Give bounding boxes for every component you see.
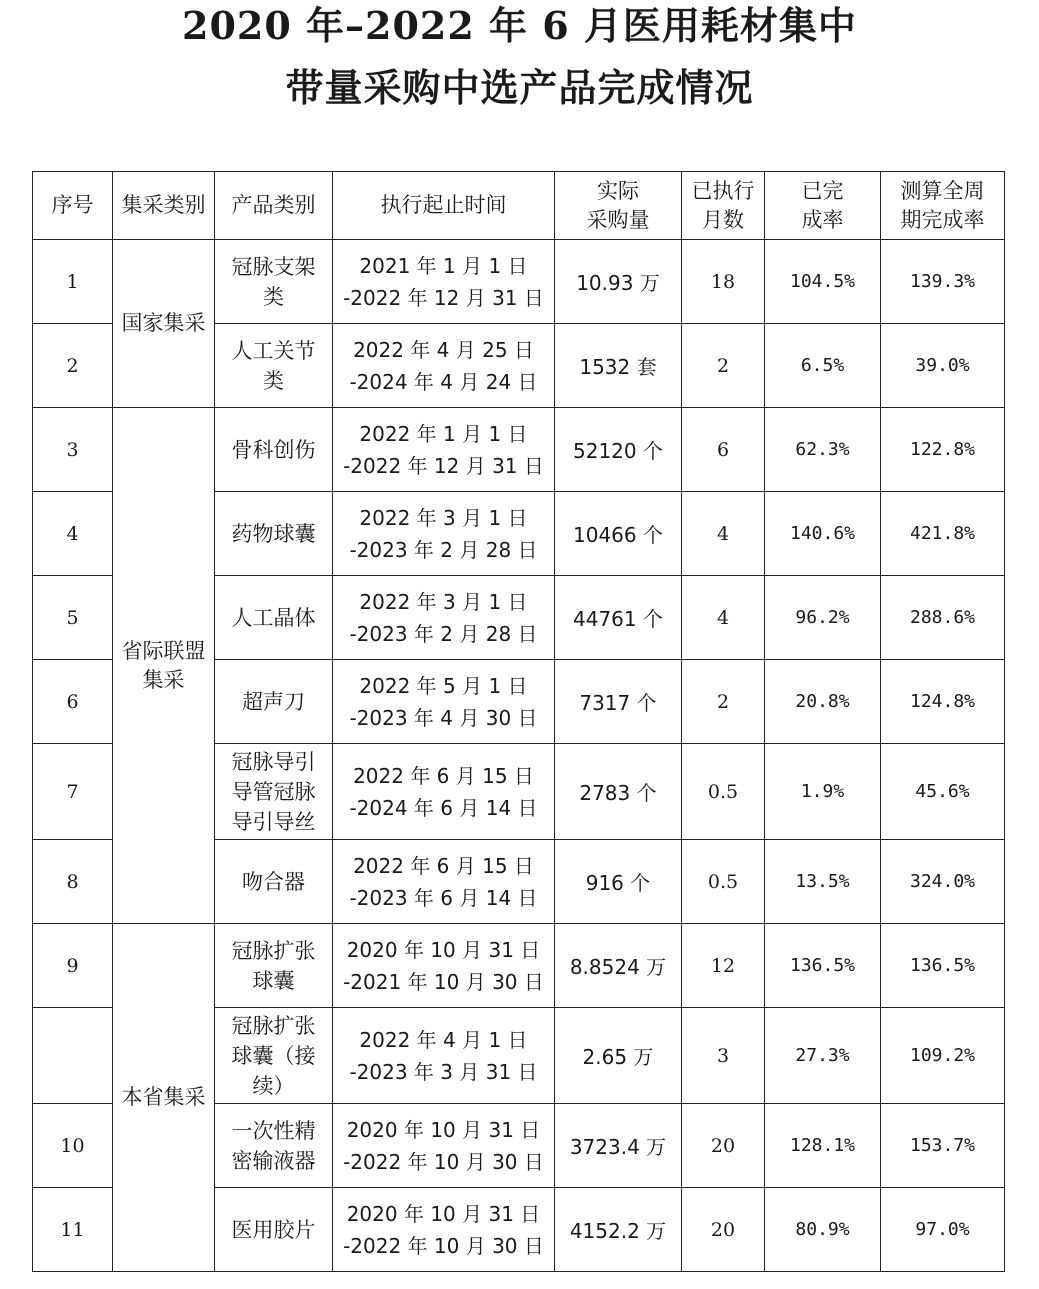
row-cycle: 288.6% [881,576,1005,660]
row-cycle: 97.0% [881,1188,1005,1272]
row-months: 0.5 [682,744,765,840]
row-category: 本省集采 [113,924,215,1272]
row-rate: 27.3% [765,1008,881,1104]
row-months: 0.5 [682,840,765,924]
row-period [333,324,555,408]
row-rate: 13.5% [765,840,881,924]
row-period [333,492,555,576]
row-qty: 1532 套 [555,324,682,408]
row-months: 18 [682,240,765,324]
document-title-line-2: 带量采购中选产品完成情况 [285,65,754,110]
period-end: -2023 年 2 月 28 日 [349,537,538,562]
header-rate-line-1: 已完 [801,178,844,203]
product-line: 药物球囊 [231,521,316,546]
row-months: 6 [682,408,765,492]
row-seq: 6 [33,660,113,744]
row-cycle: 136.5% [881,924,1005,1008]
row-qty: 2783 个 [555,744,682,840]
period-end: -2022 年 10 月 30 日 [343,1233,544,1258]
row-qty: 10466 个 [555,492,682,576]
product-line: 一次性精 [231,1118,316,1143]
header-cycle-line-2: 期完成率 [900,207,985,232]
header-cycle [881,172,1005,240]
row-period [333,576,555,660]
product-line: 续） [252,1073,295,1098]
header-qty [555,172,682,240]
product-line: 冠脉扩张 [231,1013,316,1038]
row-months: 4 [682,576,765,660]
row-product [215,744,333,840]
period-end: -2022 年 12 月 31 日 [343,285,544,310]
product-line: 类 [263,284,284,309]
product-line: 球囊 [252,968,295,993]
row-product [215,840,333,924]
row-seq [33,1008,113,1104]
product-line: 冠脉导引 [231,749,316,774]
row-rate: 136.5% [765,924,881,1008]
period-start: 2022 年 1 月 1 日 [359,421,528,446]
header-months [682,172,765,240]
row-rate: 80.9% [765,1188,881,1272]
row-months: 3 [682,1008,765,1104]
header-qty-line-2: 采购量 [586,207,650,232]
row-period [333,1008,555,1104]
row-cycle: 109.2% [881,1008,1005,1104]
row-product [215,492,333,576]
row-rate: 1.9% [765,744,881,840]
document-title-line-1: 2020 年–2022 年 6 月医用耗材集中 [182,3,857,48]
product-line: 球囊（接 [231,1043,316,1068]
row-qty: 44761 个 [555,576,682,660]
header-qty-line-1: 实际 [597,178,639,203]
period-start: 2022 年 4 月 25 日 [353,337,534,362]
row-seq: 8 [33,840,113,924]
period-start: 2020 年 10 月 31 日 [346,937,541,962]
period-end: -2022 年 10 月 30 日 [343,1149,544,1174]
row-qty: 4152.2 万 [555,1188,682,1272]
row-qty: 916 个 [555,840,682,924]
period-start: 2022 年 5 月 1 日 [359,673,528,698]
product-line: 骨科创伤 [231,437,316,462]
row-months: 20 [682,1188,765,1272]
row-product [215,1008,333,1104]
row-cycle: 39.0% [881,324,1005,408]
period-start: 2021 年 1 月 1 日 [359,253,528,278]
row-seq: 10 [33,1104,113,1188]
period-end: -2022 年 12 月 31 日 [343,453,544,478]
row-seq: 1 [33,240,113,324]
row-seq: 4 [33,492,113,576]
category-line: 省际联盟 [121,638,206,663]
product-line: 人工晶体 [231,605,316,630]
product-line: 吻合器 [242,869,305,894]
period-start: 2020 年 10 月 31 日 [346,1201,541,1226]
row-months: 2 [682,324,765,408]
period-start: 2022 年 4 月 1 日 [359,1027,528,1052]
row-cycle: 45.6% [881,744,1005,840]
row-seq: 11 [33,1188,113,1272]
row-rate: 140.6% [765,492,881,576]
row-months: 20 [682,1104,765,1188]
row-cycle: 324.0% [881,840,1005,924]
row-qty: 3723.4 万 [555,1104,682,1188]
row-product [215,660,333,744]
period-end: -2023 年 3 月 31 日 [349,1059,538,1084]
row-cycle: 153.7% [881,1104,1005,1188]
row-category [113,408,215,924]
period-start: 2022 年 3 月 1 日 [359,505,528,530]
period-end: -2023 年 6 月 14 日 [349,885,538,910]
row-product [215,576,333,660]
row-rate: 20.8% [765,660,881,744]
row-qty: 7317 个 [555,660,682,744]
period-start: 2022 年 6 月 15 日 [353,763,534,788]
product-line: 导引导丝 [231,809,316,834]
header-row [33,172,1005,240]
table-row [33,408,1005,492]
header-product: 产品类别 [215,172,333,240]
row-period [333,1188,555,1272]
header-months-line-2: 月数 [702,207,744,232]
row-period [333,924,555,1008]
period-start: 2020 年 10 月 31 日 [346,1117,541,1142]
row-rate: 104.5% [765,240,881,324]
row-period [333,744,555,840]
product-line: 医用胶片 [231,1217,316,1242]
row-months: 4 [682,492,765,576]
header-rate-line-2: 成率 [801,207,844,232]
header-cycle-line-1: 测算全周 [900,178,985,203]
row-cycle: 421.8% [881,492,1005,576]
period-end: -2023 年 4 月 30 日 [349,705,538,730]
row-cycle: 122.8% [881,408,1005,492]
header-category: 集采类别 [113,172,215,240]
row-period [333,840,555,924]
row-product [215,1188,333,1272]
category-line: 集采 [142,667,185,692]
procurement-table [32,171,1005,1272]
product-line: 冠脉支架 [231,254,316,279]
product-line: 超声刀 [242,689,305,714]
period-end: -2023 年 2 月 28 日 [349,621,538,646]
period-end: -2024 年 4 月 24 日 [349,369,538,394]
row-cycle: 139.3% [881,240,1005,324]
header-seq: 序号 [33,172,113,240]
row-seq: 5 [33,576,113,660]
table-body [33,240,1005,1272]
row-qty: 10.93 万 [555,240,682,324]
table-row [33,924,1005,1008]
row-seq: 9 [33,924,113,1008]
product-line: 导管冠脉 [231,779,316,804]
row-rate: 62.3% [765,408,881,492]
product-line: 人工关节 [231,338,316,363]
row-period [333,240,555,324]
row-period [333,1104,555,1188]
row-product [215,1104,333,1188]
period-start: 2022 年 3 月 1 日 [359,589,528,614]
row-qty: 8.8524 万 [555,924,682,1008]
header-months-line-1: 已执行 [691,178,755,203]
row-period [333,660,555,744]
row-qty: 2.65 万 [555,1008,682,1104]
row-qty: 52120 个 [555,408,682,492]
row-seq: 2 [33,324,113,408]
period-start: 2022 年 6 月 15 日 [353,853,534,878]
row-rate: 6.5% [765,324,881,408]
header-period: 执行起止时间 [333,172,555,240]
row-product [215,324,333,408]
row-rate: 96.2% [765,576,881,660]
header-rate [765,172,881,240]
product-line: 冠脉扩张 [231,938,316,963]
row-category: 国家集采 [113,240,215,408]
period-end: -2021 年 10 月 30 日 [343,969,544,994]
table-row [33,240,1005,324]
row-product [215,240,333,324]
row-rate: 128.1% [765,1104,881,1188]
product-line: 类 [263,368,284,393]
row-cycle: 124.8% [881,660,1005,744]
period-end: -2024 年 6 月 14 日 [349,795,538,820]
row-period [333,408,555,492]
row-seq: 7 [33,744,113,840]
product-line: 密输液器 [231,1148,316,1173]
row-product [215,408,333,492]
row-months: 2 [682,660,765,744]
row-product [215,924,333,1008]
row-seq: 3 [33,408,113,492]
row-months: 12 [682,924,765,1008]
